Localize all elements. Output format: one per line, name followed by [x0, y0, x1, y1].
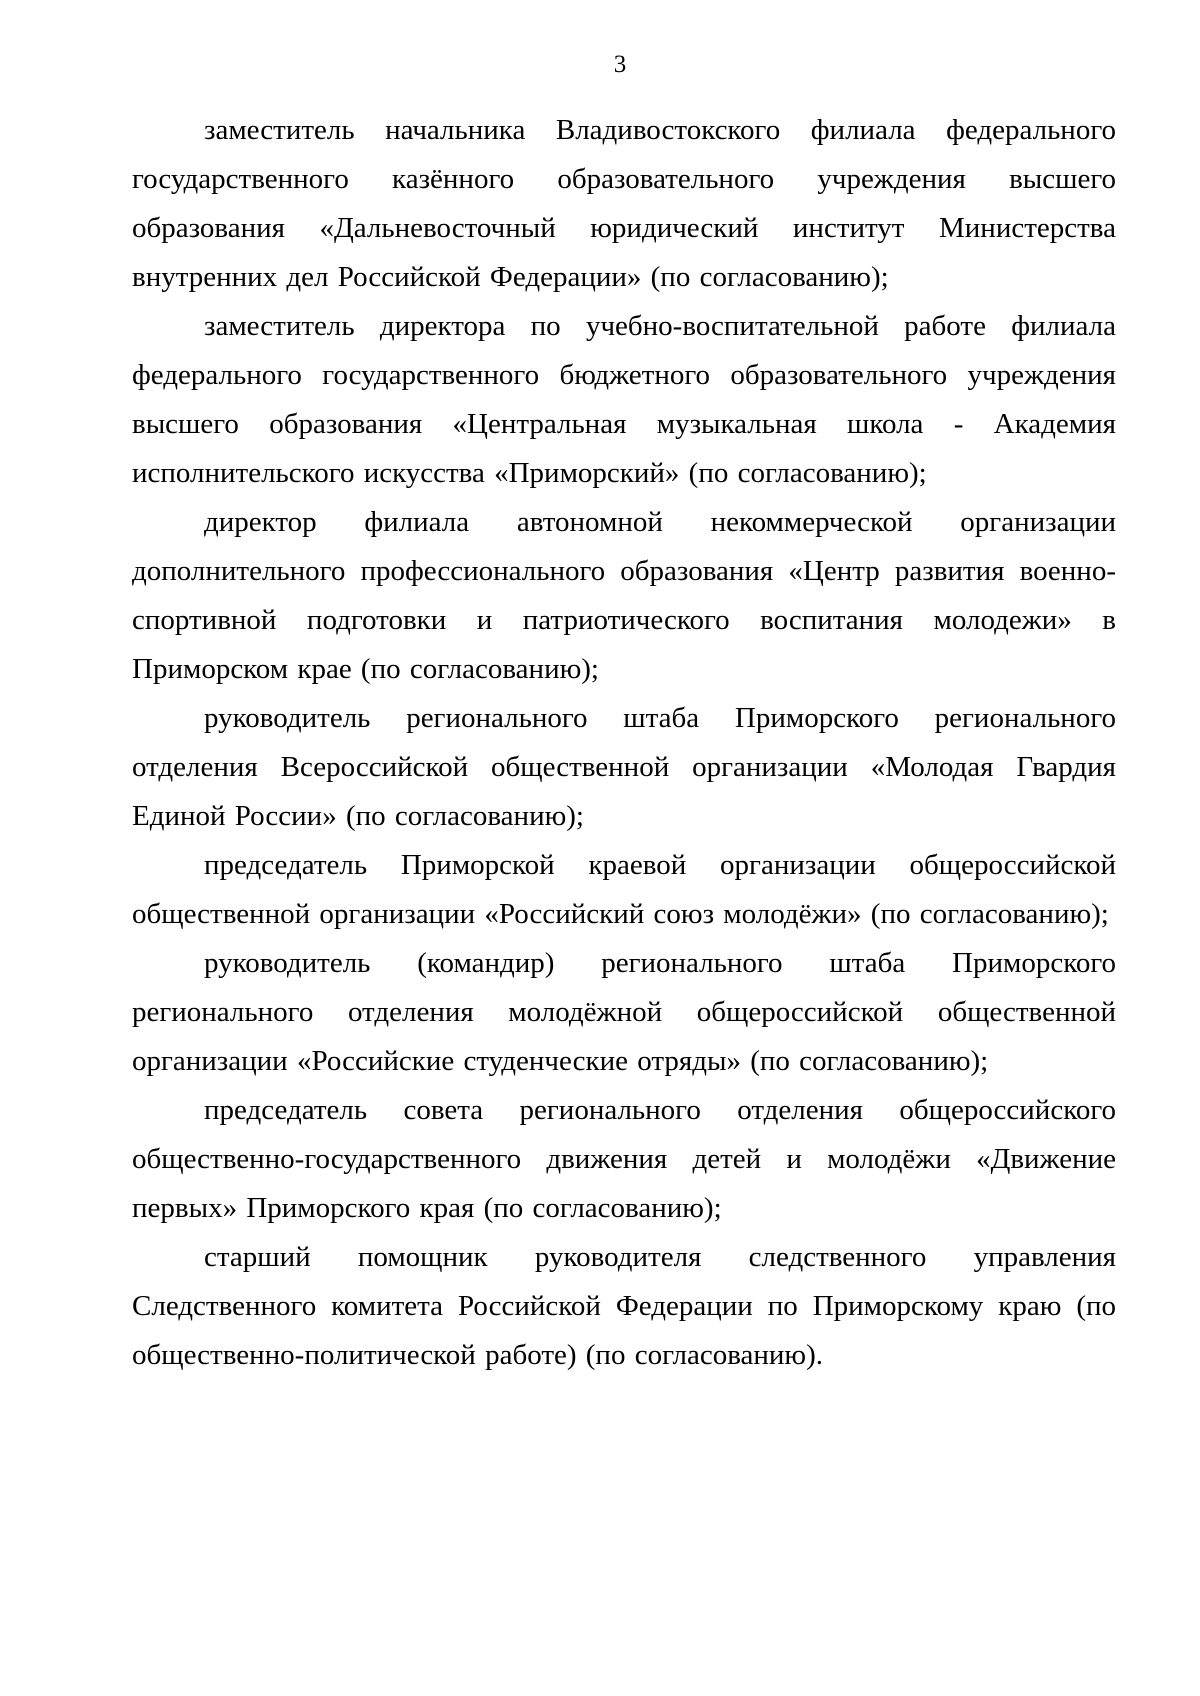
paragraph-4: руководитель регионального штаба Приморского регионального отделения Всероссийской общественной организации «Молодая Гвардия Единой России» (по согласованию);	[132, 702, 1116, 832]
paragraph-7: председатель совета регионального отделения общероссийского общественно-государственного движения детей и молодёжи «Движение первых» Приморского края (по согласованию);	[132, 1094, 1116, 1224]
paragraph-5: председатель Приморской краевой организации общероссийской общественной организации «Российский союз молодёжи» (по согласованию);	[132, 849, 1116, 930]
paragraph-2: заместитель директора по учебно-воспитательной работе филиала федерального государственного бюджетного образовательного учреждения высшего образования «Центральная музыкальная школа - Академия исполнительского искусства «Приморский» (по согласованию);	[132, 310, 1116, 489]
paragraph-1: заместитель начальника Владивостокского филиала федерального государственного казённого образовательного учреждения высшего образования «Дальневосточный юридический институт Министерства внутренних дел Российской Федерации» (по согласованию);	[132, 114, 1116, 293]
paragraph-8: старший помощник руководителя следственного управления Следственного комитета Российской Федерации по Приморскому краю (по общественно-политической работе) (по согласованию).	[132, 1241, 1116, 1371]
document-body	[132, 106, 1116, 1380]
paragraph-6: руководитель (командир) регионального штаба Приморского регионального отделения молодёжной общероссийской общественной организации «Российские студенческие отряды» (по согласованию);	[132, 947, 1116, 1077]
page-number: 3	[613, 51, 627, 78]
paragraph-3: директор филиала автономной некоммерческой организации дополнительного профессионального образования «Центр развития военно-спортивной подготовки и патриотического воспитания молодежи» в Приморском крае (по согласованию);	[132, 506, 1116, 685]
